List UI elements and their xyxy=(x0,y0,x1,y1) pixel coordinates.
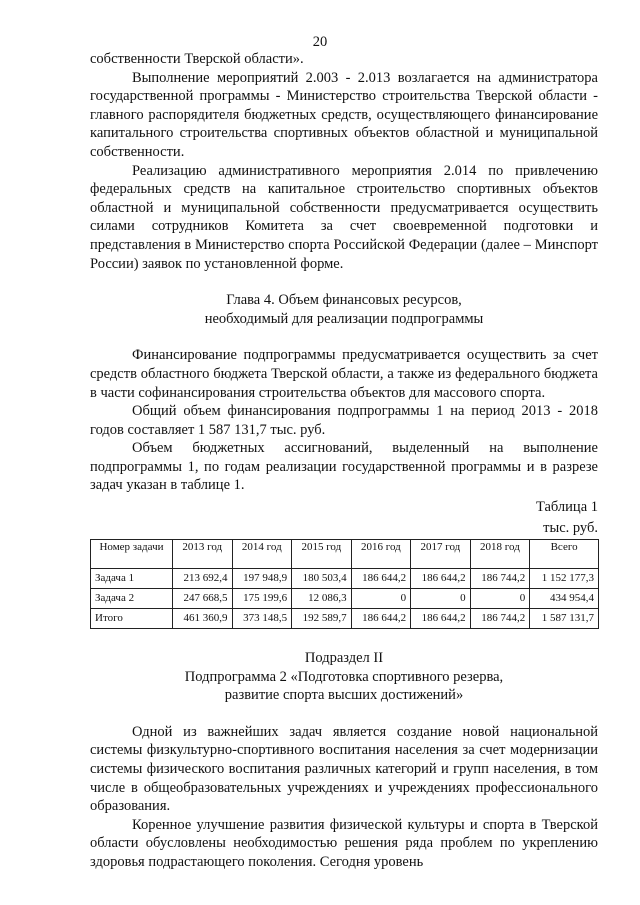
table-cell: Задача 2 xyxy=(91,589,173,609)
table-cell: 197 948,9 xyxy=(232,569,292,589)
table-header: Номер задачи xyxy=(91,540,173,569)
table-cell: 461 360,9 xyxy=(173,609,233,629)
chapter-heading-line: необходимый для реализации подпрограммы xyxy=(204,310,484,327)
table-header: 2018 год xyxy=(470,540,530,569)
table-cell: 186 644,2 xyxy=(411,609,471,629)
paragraph: Финансирование подпрограммы предусматривается осуществить за счет средств областного бюджета Тверской области, а также из федерального бюджета в части софинансирования строительства объектов для массового спорта. xyxy=(90,347,598,401)
table-cell: 1 587 131,7 xyxy=(530,609,599,629)
table-cell: 0 xyxy=(351,589,411,609)
paragraph: Объем бюджетных ассигнований, выделенный на выполнение подпрограммы 1, по годам реализации государственной программы и в разрезе задач указан в таблице 1. xyxy=(90,440,598,494)
table-cell: 373 148,5 xyxy=(232,609,292,629)
table-cell: Задача 1 xyxy=(91,569,173,589)
table-header-row xyxy=(91,540,599,569)
table-cell: Итого xyxy=(91,609,173,629)
table-cell: 12 086,3 xyxy=(292,589,352,609)
table-header: 2016 год xyxy=(351,540,411,569)
table-cell: 186 744,2 xyxy=(470,609,530,629)
paragraph: Одной из важнейших задач является создание новой национальной системы физкультурно-спортивного воспитания населения за счет модернизации системы физического воспитания различных категорий и групп населения, в том числе в общеобразовательных учреждениях и учреждениях профессионального образования. xyxy=(90,723,598,815)
paragraph: Коренное улучшение развития физической культуры и спорта в Тверской области обусловлены необходимостью решения ряда проблем по укреплению здоровья подрастающего поколения. Сегодня уровень xyxy=(90,816,598,870)
table-row xyxy=(91,569,599,589)
table-cell: 213 692,4 xyxy=(173,569,233,589)
table-cell: 1 152 177,3 xyxy=(530,569,599,589)
table-header: 2014 год xyxy=(232,540,292,569)
table-header: 2015 год xyxy=(292,540,352,569)
table-units: тыс. руб. xyxy=(543,520,598,537)
subsection-heading-line: развитие спорта высших достижений» xyxy=(224,687,464,704)
table-caption: Таблица 1 xyxy=(535,499,598,516)
paragraph: Общий объем финансирования подпрограммы 1 на период 2013 - 2018 годов составляет 1 587 131,7 тыс. руб. xyxy=(90,403,598,438)
subsection-heading-line: Подпрограмма 2 «Подготовка спортивного резерва, xyxy=(184,668,504,685)
table-cell: 175 199,6 xyxy=(232,589,292,609)
table-cell: 186 644,2 xyxy=(411,569,471,589)
table-cell: 180 503,4 xyxy=(292,569,352,589)
table-cell: 186 644,2 xyxy=(351,569,411,589)
chapter-heading-line: Глава 4. Объем финансовых ресурсов, xyxy=(226,292,462,309)
table-cell: 186 744,2 xyxy=(470,569,530,589)
document-body xyxy=(90,50,598,872)
table-cell: 434 954,4 xyxy=(530,589,599,609)
funding-table xyxy=(90,539,599,629)
table-header: 2013 год xyxy=(173,540,233,569)
table-header: 2017 год xyxy=(411,540,471,569)
table-cell: 0 xyxy=(470,589,530,609)
table-cell: 186 644,2 xyxy=(351,609,411,629)
table-cell: 247 668,5 xyxy=(173,589,233,609)
paragraph: Реализацию административного мероприятия 2.014 по привлечению федеральных средств на капитальное строительство спортивных объектов областной и муниципальной собственности предусматривается осуществить силами сотрудников Комитета за счет своевременной подготовки и представления в Министерство спорта Российской Федерации (далее – Минспорт России) заявок по установленной форме. xyxy=(90,162,598,272)
table-cell: 192 589,7 xyxy=(292,609,352,629)
paragraph: Выполнение мероприятий 2.003 - 2.013 возлагается на администратора государственной программы - Министерство строительства Тверской области - главного распорядителя бюджетных средств, осуществляющего финансирование капитального строительства спортивных объектов областной и муниципальной собственности. xyxy=(90,69,598,160)
table-row xyxy=(91,589,599,609)
table-header: Всего xyxy=(530,540,599,569)
paragraph: собственности Тверской области». xyxy=(90,51,304,67)
table-row xyxy=(91,609,599,629)
subsection-heading-line: Подраздел II xyxy=(304,650,384,667)
page-number: 20 xyxy=(312,34,328,50)
table-cell: 0 xyxy=(411,589,471,609)
